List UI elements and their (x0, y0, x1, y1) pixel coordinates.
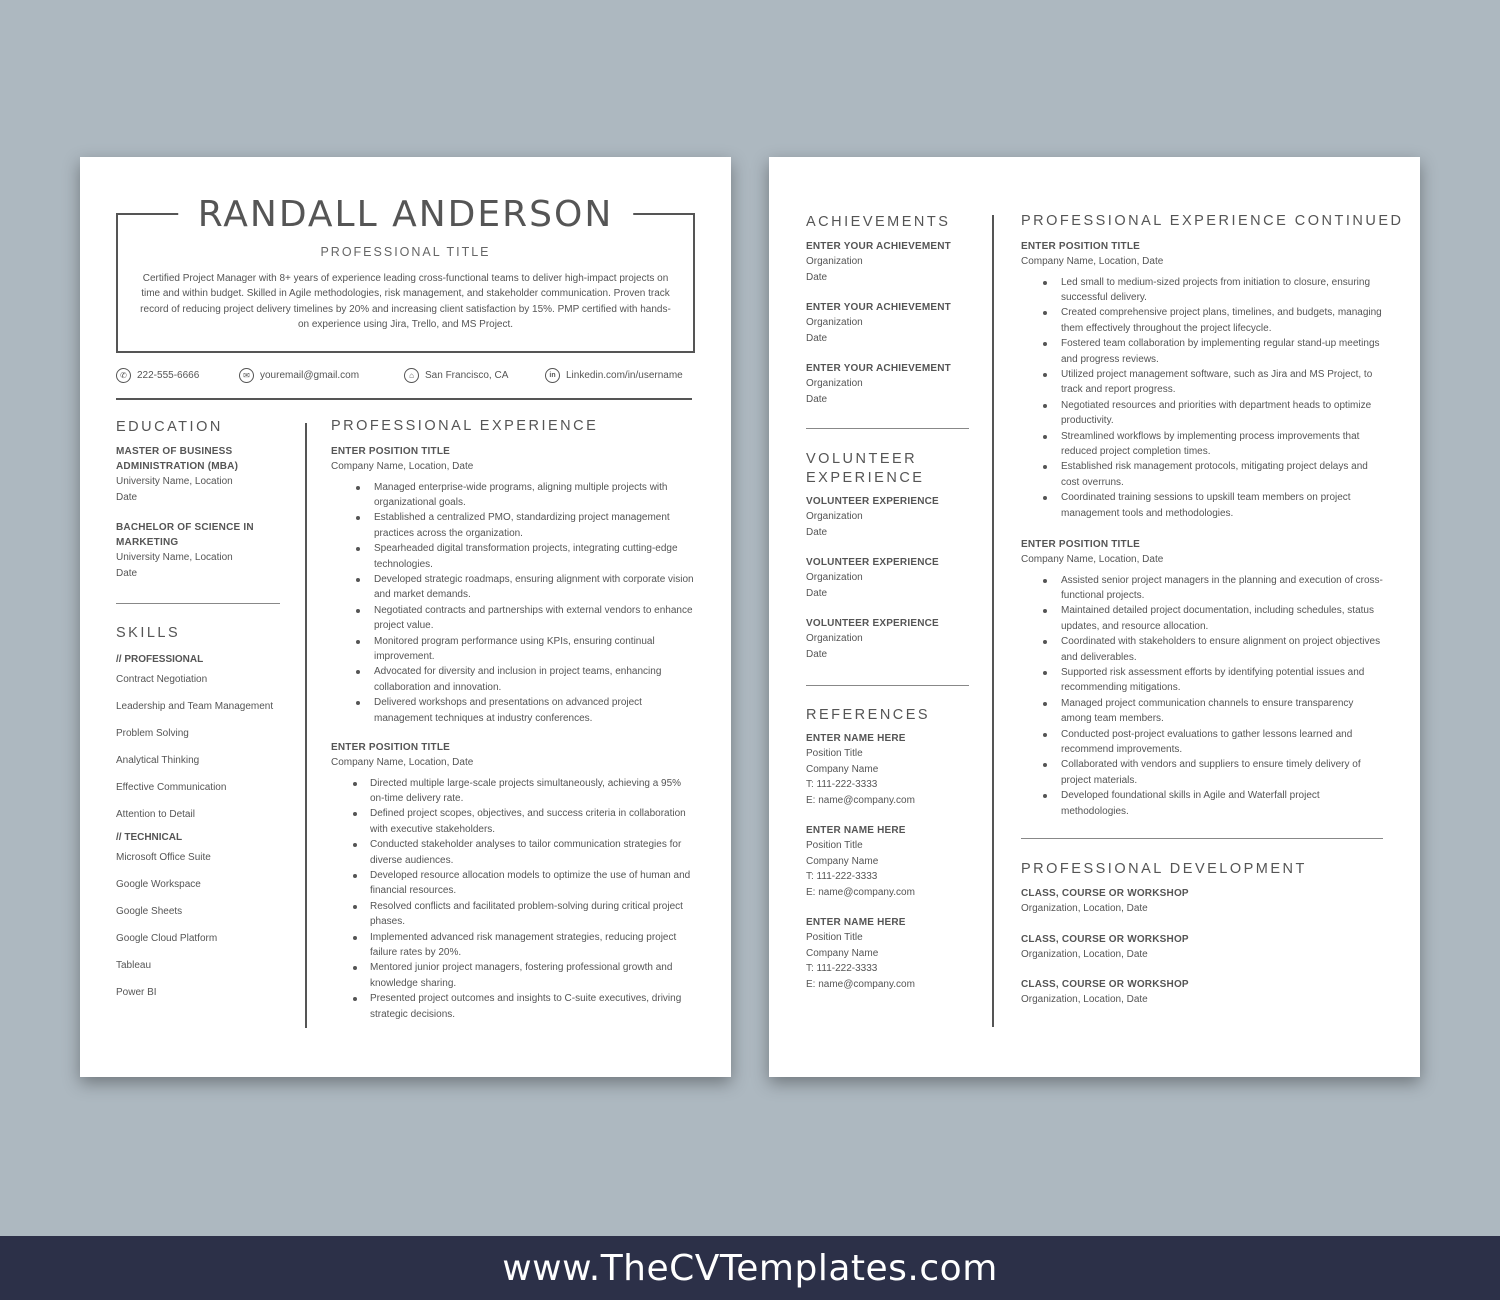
summary-text: Certified Project Manager with 8+ years of experience leading cross-functional teams to deliver high-impact projects on time and within budget. Skilled in Agile methodologies, risk management, and stakeholder communication. Proven track record of reducing project delivery timelines by 20% and increasing client satisfaction by 15%. PMP certified with hands-on experience using Jira, Trello, and MS Project. (140, 273, 671, 331)
volunteer-org: Organization (806, 511, 863, 522)
skill-item: Google Cloud Platform (116, 933, 218, 944)
skill-item: Microsoft Office Suite (116, 852, 211, 863)
footer-url[interactable]: www.TheCVTemplates.com (502, 1247, 998, 1289)
bullet-item: Maintained detailed project documentation, including schedules, status updates, and resource allocation. (1021, 603, 1383, 634)
achievement-title: ENTER YOUR ACHIEVEMENT (806, 363, 951, 374)
bullet-item: Developed resource allocation models to optimize the use of human and financial resources. (331, 868, 696, 899)
job-position: ENTER POSITION TITLE (1021, 241, 1141, 252)
bullet-item: Spearheaded digital transformation projects, integrating cutting-edge technologies. (331, 541, 696, 572)
reference-email: E: name@company.com (806, 886, 915, 898)
bullet-item: Established risk management protocols, mitigating project delays and cost overruns. (1021, 459, 1383, 490)
job-bullets (1021, 573, 1383, 820)
experience-divider (1021, 838, 1383, 839)
professional-title: PROFESSIONAL TITLE (320, 245, 491, 259)
linkedin-icon: in (545, 368, 560, 383)
reference-phone: T: 111-222-3333 (806, 779, 878, 790)
linkedin-text: Linkedin.com/in/username (566, 370, 683, 381)
bullet-item: Mentored junior project managers, fostering professional growth and knowledge sharing. (331, 960, 696, 991)
achievement-entry (806, 300, 976, 346)
achievement-date: Date (806, 393, 828, 405)
achievement-title: ENTER YOUR ACHIEVEMENT (806, 302, 951, 313)
achievement-entry (806, 361, 976, 407)
education-heading: EDUCATION (116, 419, 223, 435)
bullet-item: Coordinated training sessions to upskill team members on project management tools and methodologies. (1021, 490, 1383, 521)
bullet-item: Developed strategic roadmaps, ensuring alignment with corporate vision and market demands. (331, 572, 696, 603)
achievement-org: Organization (806, 317, 863, 328)
development-title: CLASS, COURSE OR WORKSHOP (1021, 979, 1189, 990)
development-entry (1021, 886, 1383, 917)
bullet-item: Streamlined workflows by implementing process improvements that reduced project completion times. (1021, 429, 1383, 460)
school: University Name, Location (116, 476, 233, 487)
bullet-item: Managed enterprise-wide programs, aligning multiple projects with organizational goals. (331, 480, 696, 511)
achievement-org: Organization (806, 256, 863, 267)
achievements-list (806, 239, 976, 422)
volunteer-title: VOLUNTEER EXPERIENCE (806, 496, 939, 507)
header-box (116, 194, 695, 353)
volunteer-date: Date (806, 587, 828, 599)
bullet-item: Coordinated with stakeholders to ensure alignment on project objectives and deliverables. (1021, 634, 1383, 665)
skill-item: Tableau (116, 960, 152, 971)
education-list (116, 444, 286, 596)
skill-item: Problem Solving (116, 728, 189, 739)
volunteer-date: Date (806, 526, 828, 538)
reference-position: Position Title (806, 840, 863, 851)
bullet-item: Delivered workshops and presentations on advanced project management techniques at industry conferences. (331, 695, 696, 726)
bullet-item: Negotiated resources and priorities with department heads to optimize productivity. (1021, 398, 1383, 429)
column-divider (305, 423, 307, 1028)
education-divider (116, 603, 280, 604)
volunteer-heading-line1: VOLUNTEER (806, 451, 918, 467)
volunteer-title: VOLUNTEER EXPERIENCE (806, 618, 939, 629)
bullet-item: Conducted post-project evaluations to gather lessons learned and recommend improvements. (1021, 727, 1383, 758)
contact-phone (116, 368, 199, 383)
reference-company: Company Name (806, 855, 879, 867)
bullet-item: Created comprehensive project plans, timelines, and budgets, managing them effectively throughout the project lifecycle. (1021, 305, 1383, 336)
reference-entry (806, 915, 976, 992)
volunteer-heading-line2: EXPERIENCE (806, 470, 925, 486)
achievement-date: Date (806, 271, 828, 283)
bullet-item: Monitored program performance using KPIs, ensuring continual improvement. (331, 634, 696, 665)
volunteer-org: Organization (806, 633, 863, 644)
job-company: Company Name, Location, Date (331, 757, 474, 768)
resume-page-2 (769, 157, 1420, 1077)
reference-name: ENTER NAME HERE (806, 825, 906, 836)
education-entry (116, 520, 286, 581)
bullet-item: Directed multiple large-scale projects simultaneously, achieving a 95% on-time delivery rate. (331, 776, 696, 807)
contact-row (116, 368, 692, 384)
experience-list (331, 444, 696, 1036)
experience-continued-heading: PROFESSIONAL EXPERIENCE CONTINUED (1021, 213, 1404, 229)
development-detail: Organization, Location, Date (1021, 903, 1148, 914)
candidate-name: RANDALL ANDERSON (178, 195, 634, 235)
bullet-item: Fostered team collaboration by implementing regular stand-up meetings and progress reviews. (1021, 336, 1383, 367)
skill-item: Google Workspace (116, 879, 201, 890)
references-list (806, 731, 976, 1007)
bullet-item: Defined project scopes, objectives, and success criteria in collaboration with executive stakeholders. (331, 806, 696, 837)
home-icon: ⌂ (404, 368, 419, 383)
volunteer-org: Organization (806, 572, 863, 583)
job-company: Company Name, Location, Date (331, 461, 474, 472)
email-icon: ✉ (239, 368, 254, 383)
job-company: Company Name, Location, Date (1021, 256, 1164, 267)
job-entry (331, 444, 696, 726)
bullet-item: Assisted senior project managers in the planning and execution of cross-functional projects. (1021, 573, 1383, 604)
bullet-item: Supported risk assessment efforts by identifying potential issues and recommending mitigations. (1021, 665, 1383, 696)
achievement-org: Organization (806, 378, 863, 389)
bullet-item: Developed foundational skills in Agile and Waterfall project methodologies. (1021, 788, 1383, 819)
reference-phone: T: 111-222-3333 (806, 963, 878, 974)
achievement-title: ENTER YOUR ACHIEVEMENT (806, 241, 951, 252)
volunteer-heading (806, 450, 924, 488)
bullet-item: Established a centralized PMO, standardizing project management practices across the organization. (331, 510, 696, 541)
development-detail: Organization, Location, Date (1021, 948, 1148, 960)
job-position: ENTER POSITION TITLE (331, 446, 451, 457)
job-position: ENTER POSITION TITLE (1021, 539, 1141, 550)
email-text: youremail@gmail.com (260, 370, 360, 381)
job-bullets (1021, 275, 1383, 522)
volunteer-entry (806, 494, 976, 540)
contact-linkedin (545, 368, 683, 383)
development-detail: Organization, Location, Date (1021, 994, 1148, 1005)
location-text: San Francisco, CA (425, 370, 509, 381)
job-bullets (331, 776, 696, 1023)
volunteer-title: VOLUNTEER EXPERIENCE (806, 557, 939, 568)
skill-item: Google Sheets (116, 906, 183, 917)
reference-position: Position Title (806, 748, 863, 759)
school: University Name, Location (116, 552, 233, 563)
reference-name: ENTER NAME HERE (806, 917, 906, 928)
development-title: CLASS, COURSE OR WORKSHOP (1021, 933, 1189, 945)
skills-list (116, 652, 296, 1012)
bullet-item: Presented project outcomes and insights to C-suite executives, driving strategic decisions. (331, 991, 696, 1022)
bullet-item: Resolved conflicts and facilitated problem-solving during critical project phases. (331, 899, 696, 930)
job-company: Company Name, Location, Date (1021, 554, 1164, 565)
job-entry (331, 740, 696, 1022)
degree: BACHELOR OF SCIENCE IN MARKETING (116, 522, 254, 548)
volunteer-entry (806, 616, 976, 662)
bullet-item: Utilized project management software, such as Jira and MS Project, to track and report progress. (1021, 367, 1383, 398)
development-heading: PROFESSIONAL DEVELOPMENT (1021, 861, 1307, 877)
bullet-item: Collaborated with vendors and suppliers to ensure timely delivery of project materials. (1021, 757, 1383, 788)
reference-email: E: name@company.com (806, 978, 915, 990)
bullet-item: Managed project communication channels to ensure transparency among team members. (1021, 696, 1383, 727)
bullet-item: Negotiated contracts and partnerships with external vendors to enhance project value. (331, 603, 696, 634)
reference-phone: T: 111-222-3333 (806, 871, 878, 882)
achievements-heading: ACHIEVEMENTS (806, 214, 951, 230)
job-position: ENTER POSITION TITLE (331, 742, 451, 753)
education-entry (116, 444, 286, 505)
experience-heading: PROFESSIONAL EXPERIENCE (331, 418, 599, 434)
contact-email (239, 368, 359, 383)
reference-position: Position Title (806, 932, 863, 943)
date: Date (116, 491, 138, 503)
skill-item: Power BI (116, 987, 157, 998)
job-bullets (331, 480, 696, 727)
contact-location (404, 368, 508, 383)
volunteer-date: Date (806, 648, 828, 660)
reference-email: E: name@company.com (806, 794, 915, 806)
skill-item: Analytical Thinking (116, 755, 200, 766)
reference-entry (806, 823, 976, 900)
achievement-date: Date (806, 332, 828, 344)
footer-banner (0, 1236, 1500, 1300)
column-divider (992, 215, 994, 1027)
volunteer-divider (806, 685, 969, 686)
development-entry (1021, 932, 1383, 963)
reference-company: Company Name (806, 763, 879, 775)
development-list (1021, 886, 1383, 1023)
date: Date (116, 567, 138, 579)
volunteer-list (806, 494, 976, 677)
phone-text: 222-555-6666 (137, 370, 200, 381)
skill-item: Effective Communication (116, 782, 227, 793)
skills-heading: SKILLS (116, 625, 181, 641)
development-title: CLASS, COURSE OR WORKSHOP (1021, 888, 1189, 899)
bullet-item: Led small to medium-sized projects from initiation to closure, ensuring successful delivery. (1021, 275, 1383, 306)
skills-category-professional: // PROFESSIONAL (116, 654, 204, 665)
degree: MASTER OF BUSINESS ADMINISTRATION (MBA) (116, 446, 239, 472)
job-entry (1021, 537, 1383, 819)
achievements-divider (806, 428, 969, 429)
skills-category-technical: // TECHNICAL (116, 832, 183, 843)
bullet-item: Advocated for diversity and inclusion in project teams, enhancing collaboration and innovation. (331, 664, 696, 695)
skill-item: Leadership and Team Management (116, 701, 274, 712)
experience-continued-list (1021, 239, 1383, 833)
development-entry (1021, 977, 1383, 1008)
reference-entry (806, 731, 976, 808)
volunteer-entry (806, 555, 976, 601)
phone-icon: ✆ (116, 368, 131, 383)
skill-item: Contract Negotiation (116, 674, 208, 685)
header-divider (116, 398, 692, 400)
reference-name: ENTER NAME HERE (806, 733, 906, 744)
skill-item: Attention to Detail (116, 809, 195, 820)
resume-page-1 (80, 157, 731, 1077)
reference-company: Company Name (806, 947, 879, 959)
job-entry (1021, 239, 1383, 521)
bullet-item: Conducted stakeholder analyses to tailor communication strategies for diverse audiences. (331, 837, 696, 868)
bullet-item: Implemented advanced risk management strategies, reducing project failure rates by 20%. (331, 930, 696, 961)
achievement-entry (806, 239, 976, 285)
references-heading: REFERENCES (806, 707, 931, 723)
